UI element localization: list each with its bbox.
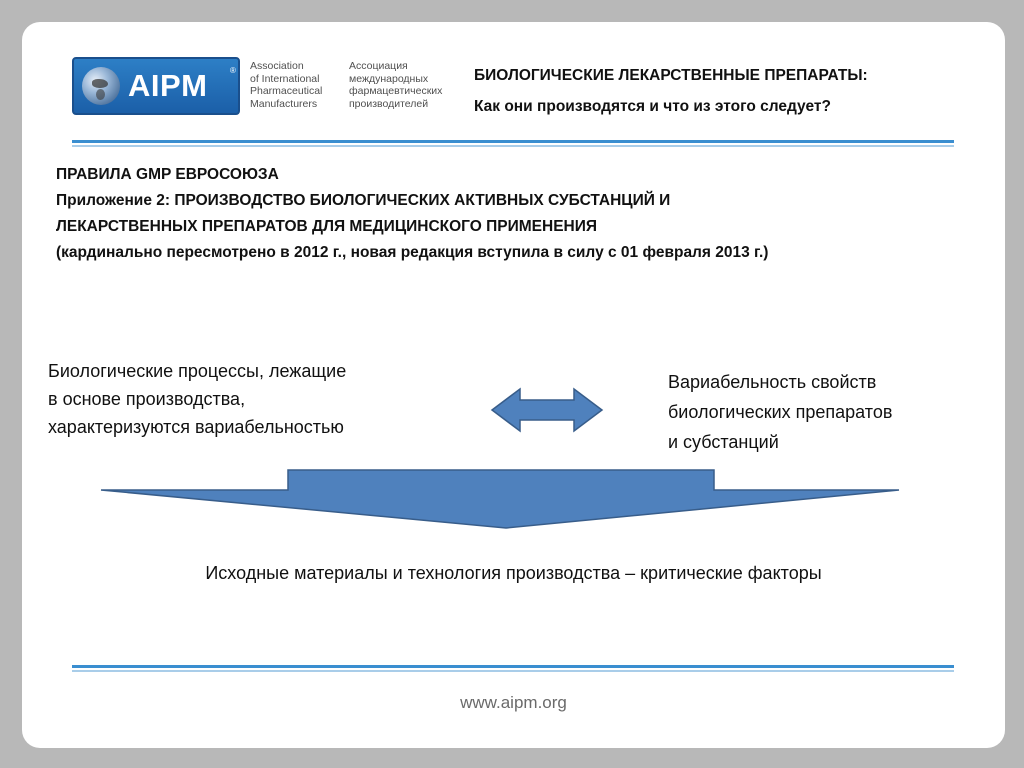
association-name-en: Association of International Pharmaceutical Manufacturers	[250, 60, 323, 110]
rules-line-3: ЛЕКАРСТВЕННЫХ ПРЕПАРАТОВ ДЛЯ МЕДИЦИНСКОГО ПРИМЕНЕНИЯ	[56, 218, 598, 235]
rules-line-4: (кардинально пересмотрено в 2012 г., новая редакция вступила в силу с 01 февраля 2013 г.)	[56, 244, 769, 261]
footer-website: www.aipm.org	[460, 693, 567, 712]
left-statement: Биологические процессы, лежащие в основе производства, характеризуются вариабельностью	[48, 361, 347, 437]
title-line-2: Как они производятся и что из этого следует?	[474, 98, 831, 115]
slide	[22, 22, 1005, 748]
association-name-ru: Ассоциация международных фармацевтических производителей	[349, 60, 443, 110]
rules-line-2: Приложение 2: ПРОИЗВОДСТВО БИОЛОГИЧЕСКИХ АКТИВНЫХ СУБСТАНЦИЙ И	[56, 192, 671, 209]
title-line-1: БИОЛОГИЧЕСКИЕ ЛЕКАРСТВЕННЫЕ ПРЕПАРАТЫ:	[474, 67, 868, 84]
double-arrow-icon	[492, 389, 602, 431]
registered-mark: ®	[230, 66, 236, 75]
logo-brand: AIPM	[128, 68, 208, 103]
right-statement: Вариабельность свойств биологических препаратов и субстанций	[668, 372, 893, 452]
rules-heading: ПРАВИЛА GMP ЕВРОСОЮЗА	[56, 166, 279, 183]
diagram-arrows	[22, 22, 1005, 748]
converging-down-arrow	[101, 470, 899, 528]
footer-divider	[72, 665, 954, 668]
conclusion-text: Исходные материалы и технология производства – критические факторы	[205, 563, 822, 583]
footer-divider-light	[72, 670, 954, 672]
